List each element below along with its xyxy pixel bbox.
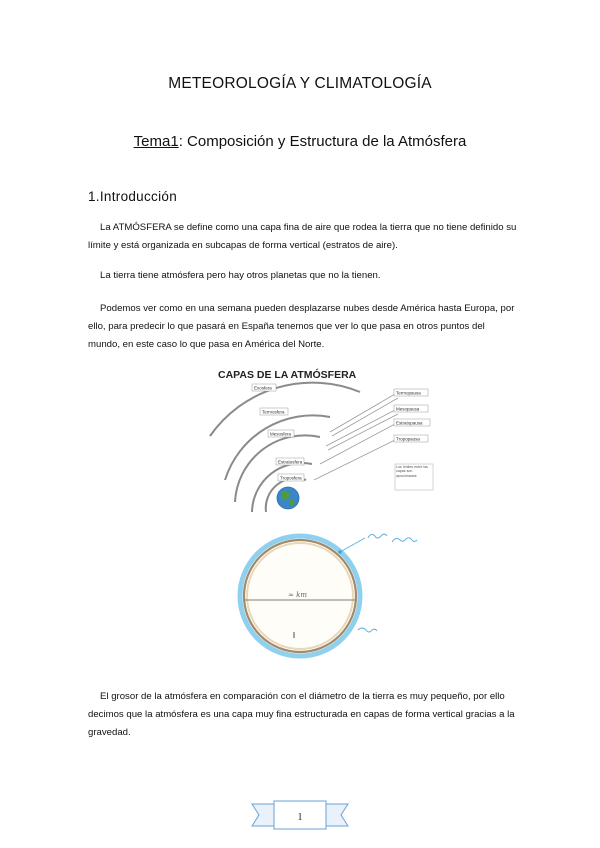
page-number-ribbon bbox=[250, 800, 350, 830]
figure-title: CAPAS DE LA ATMÓSFERA bbox=[218, 369, 357, 381]
label-estratosfera: Estratosfera bbox=[278, 459, 303, 465]
label-troposfera: Troposfera bbox=[280, 475, 302, 481]
label-mesosfera: Mesosfera bbox=[270, 431, 292, 437]
paragraph-clouds: Podemos ver como en una semana pueden desplazarse nubes desde América hasta Europa, por ello, para predecir lo que pasará en España tenemos que ver lo que pasa en otros puntos del mundo, en este caso lo que pasa en América del Norte. bbox=[88, 303, 515, 350]
document-title: METEOROLOGÍA Y CLIMATOLOGÍA bbox=[168, 75, 432, 92]
section-heading: 1.Introducción bbox=[88, 189, 178, 204]
label-exosfera: Exosfera bbox=[254, 385, 272, 391]
atmosphere-layers-figure bbox=[180, 362, 450, 672]
paragraph-atmosfera-definition: La ATMÓSFERA se define como una capa fina de aire que rodea la tierra que no tiene definido su límite y está organizada en subcapas de forma vertical (estratos de aire). bbox=[88, 222, 517, 251]
tema-heading bbox=[0, 133, 600, 150]
label-estratopausa: Estratopausa bbox=[396, 420, 423, 426]
label-termopausa: Termopausa bbox=[396, 390, 421, 396]
label-termosfera: Termosfera bbox=[262, 409, 285, 415]
svg-text:≈ km: ≈ km bbox=[288, 591, 307, 599]
label-mesopausa: Mesopausa bbox=[396, 406, 420, 412]
figure-note: Los límites entre las capas son aproximados bbox=[396, 465, 428, 478]
label-tropopausa: Tropopausa bbox=[396, 436, 420, 442]
paragraph-thickness: El grosor de la atmósfera en comparación con el diámetro de la tierra es muy pequeño, por ello decimos que la atmósfera es una capa muy fina estructurada en capas de forma vertical gracias a la gravedad. bbox=[88, 691, 515, 738]
tema-label: Tema1 bbox=[133, 133, 179, 150]
tema-subtitle: : Composición y Estructura de la Atmósfera bbox=[178, 133, 467, 150]
paragraph-planets: La tierra tiene atmósfera pero hay otros planetas que no la tienen. bbox=[100, 270, 381, 281]
page-number: 1 bbox=[297, 811, 303, 823]
